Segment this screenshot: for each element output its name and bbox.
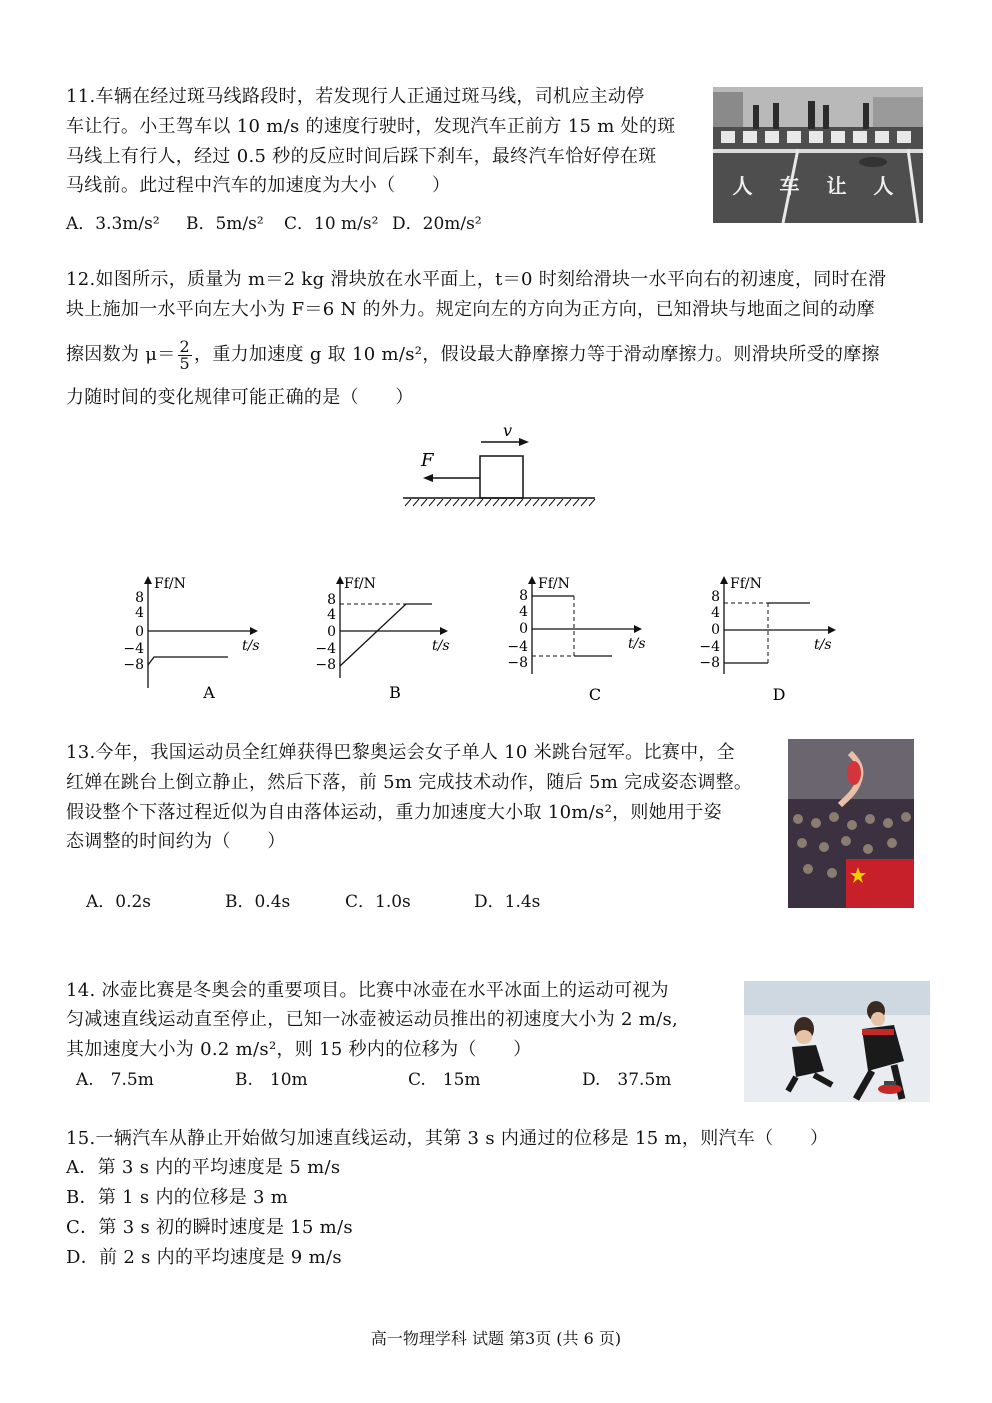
- ground-hatching: [405, 499, 595, 506]
- graph-c-label: C: [588, 685, 602, 704]
- graph-d-tick: −8: [699, 655, 720, 671]
- graph-a-curve: [148, 657, 228, 665]
- graph-a-tick: −8: [123, 657, 144, 673]
- block-diagram: [395, 420, 600, 510]
- graph-d-label: D: [772, 685, 786, 704]
- graph-a: [112, 570, 272, 710]
- q11-line-2: 车让行。小王驾车以 10 m/s 的速度行驶时，发现汽车正前方 15 m 处的斑: [66, 116, 676, 137]
- q11-option-c: C．10 m/s²: [284, 214, 379, 234]
- graph-a-tick: −4: [123, 641, 144, 657]
- q13-option-d: D．1.4s: [474, 892, 541, 912]
- q15-option-a: A．第 3 s 内的平均速度是 5 m/s: [66, 1157, 341, 1178]
- q15-option-d: D．前 2 s 内的平均速度是 9 m/s: [66, 1247, 342, 1268]
- q12-line-3: [66, 333, 880, 377]
- graph-b-curve: [340, 604, 432, 666]
- graph-c-tick: 0: [519, 621, 528, 637]
- q11-option-b: B．5m/s²: [186, 214, 264, 234]
- mu-fraction: [178, 336, 192, 373]
- q15-option-c: C．第 3 s 初的瞬时速度是 15 m/s: [66, 1217, 353, 1238]
- q14-option-d: D. 37.5m: [582, 1070, 672, 1090]
- crosswalk-photo-text: 人 车 让 人: [732, 174, 904, 198]
- q13-option-c: C．1.0s: [345, 892, 411, 912]
- slider-block: [480, 456, 523, 498]
- q13-line-3: 假设整个下落过程近似为自由落体运动，重力加速度大小取 10m/s²，则她用于姿: [66, 802, 722, 823]
- velocity-arrowhead: [519, 438, 529, 446]
- graph-c-tick: −8: [507, 655, 528, 671]
- graph-b-tick: −4: [315, 641, 336, 657]
- graph-b-ylabel: Ff/N: [344, 576, 376, 592]
- q12-line-3-pre: 擦因数为 μ＝: [66, 344, 176, 365]
- graph-c-tick: 4: [519, 604, 528, 620]
- graph-a-xlabel: t/s: [242, 638, 260, 654]
- q11-line-1: 11.车辆在经过斑马线路段时，若发现行人正通过斑马线，司机应主动停: [66, 86, 645, 107]
- graph-b-tick: 8: [327, 592, 336, 608]
- q11-option-d: D．20m/s²: [392, 214, 482, 234]
- graph-b-tick: −8: [315, 657, 336, 673]
- q12-line-4: 力随时间的变化规律可能正确的是（ ）: [66, 387, 414, 408]
- graph-c-xlabel: t/s: [628, 636, 646, 652]
- graph-c: [496, 570, 656, 710]
- graph-d-tick: 8: [711, 589, 720, 605]
- q14-option-a: A. 7.5m: [76, 1070, 154, 1090]
- graph-b-xlabel: t/s: [432, 638, 450, 654]
- q13-option-b: B．0.4s: [225, 892, 291, 912]
- velocity-label: v: [503, 421, 513, 440]
- q13-line-2: 红婵在跳台上倒立静止，然后下落，前 5m 完成技术动作，随后 5m 完成姿态调整。: [66, 772, 753, 793]
- graph-d-xlabel: t/s: [814, 637, 832, 653]
- q13-option-a: A．0.2s: [86, 892, 152, 912]
- crosswalk-photo: [713, 87, 923, 223]
- q11-line-4: 马线前。此过程中汽车的加速度为大小（ ）: [66, 175, 451, 196]
- mu-numerator: 2: [179, 336, 191, 356]
- q14-option-c: C. 15m: [408, 1070, 481, 1090]
- q15-option-b: B．第 1 s 内的位移是 3 m: [66, 1187, 289, 1208]
- graph-d-ylabel: Ff/N: [730, 576, 762, 592]
- q12-line-3-post: ，重力加速度 g 取 10 m/s²，假设最大静摩擦力等于滑动摩擦力。则滑块所受的摩擦: [194, 344, 880, 365]
- q14-line-3: 其加速度大小为 0.2 m/s²，则 15 秒内的位移为（ ）: [66, 1039, 532, 1060]
- q13-line-4: 态调整的时间约为（ ）: [66, 831, 286, 852]
- q11-line-3: 马线上有行人，经过 0.5 秒的反应时间后踩下刹车，最终汽车恰好停在斑: [66, 146, 657, 167]
- page-footer: 高一物理学科 试题 第3页 (共 6 页): [370, 1329, 622, 1348]
- graph-b: [302, 570, 462, 710]
- graph-d-tick: −4: [699, 639, 720, 655]
- q13-line-1: 13.今年，我国运动员全红婵获得巴黎奥运会女子单人 10 米跳台冠军。比赛中，全: [66, 742, 735, 763]
- q15-stem: 15.一辆汽车从静止开始做匀加速直线运动，其第 3 s 内通过的位移是 15 m，则汽车（ ）: [66, 1128, 829, 1149]
- graph-d-tick: 4: [711, 605, 720, 621]
- force-label: F: [421, 450, 434, 471]
- mu-denominator: 5: [179, 353, 191, 373]
- graph-a-tick: 8: [135, 590, 144, 606]
- q14-line-1: 14. 冰壶比赛是冬奥会的重要项目。比赛中冰壶在水平冰面上的运动可视为: [66, 980, 669, 1001]
- graph-a-label: A: [203, 683, 215, 702]
- graph-d-tick: 0: [711, 622, 720, 638]
- graph-b-tick: 0: [327, 624, 336, 640]
- graph-a-tick: 4: [135, 605, 144, 621]
- q14-line-2: 匀减速直线运动直至停止，已知一冰壶被运动员推出的初速度大小为 2 m/s,: [66, 1009, 679, 1030]
- graph-a-ylabel: Ff/N: [154, 576, 186, 592]
- curling-photo: [744, 981, 930, 1102]
- graph-c-tick: 8: [519, 588, 528, 604]
- q14-option-b: B. 10m: [235, 1070, 308, 1090]
- graph-c-ylabel: Ff/N: [538, 576, 570, 592]
- q12-line-1: 12.如图所示，质量为 m＝2 kg 滑块放在水平面上，t＝0 时刻给滑块一水平向右的初速度，同时在滑: [66, 269, 887, 290]
- graph-b-label: B: [389, 683, 401, 702]
- graph-b-tick: 4: [327, 607, 336, 623]
- diver-photo: [788, 739, 914, 908]
- graph-d: [690, 570, 850, 710]
- q11-option-a: A．3.3m/s²: [66, 214, 160, 234]
- q12-line-2: 块上施加一水平向左大小为 F＝6 N 的外力。规定向左的方向为正方向，已知滑块与地面之间的动摩: [66, 299, 875, 320]
- graph-a-tick: 0: [135, 624, 144, 640]
- graph-c-tick: −4: [507, 639, 528, 655]
- force-arrowhead: [423, 474, 433, 482]
